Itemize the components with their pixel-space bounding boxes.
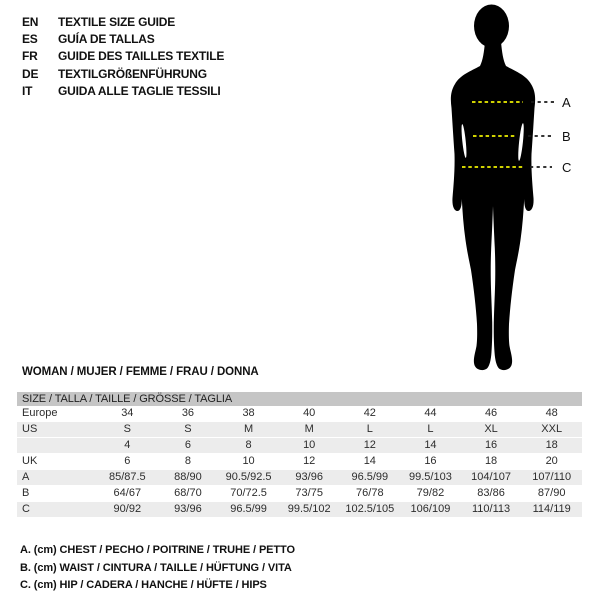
row-label: UK — [22, 455, 38, 467]
chest-marker-label: A — [562, 95, 571, 110]
row-label: US — [22, 423, 38, 435]
table-cell: L — [366, 423, 373, 435]
waist-marker-label: B — [562, 129, 571, 144]
table-cell: 96.5/99 — [351, 471, 389, 483]
row-label: C — [22, 503, 30, 515]
language-code: IT — [22, 84, 33, 99]
silhouette-head — [474, 5, 509, 48]
row-label: A — [22, 471, 30, 483]
table-cell: 106/109 — [410, 503, 451, 515]
table-cell: S — [184, 423, 192, 435]
table-cell: 104/107 — [471, 471, 511, 483]
table-cell: 90/92 — [113, 503, 142, 515]
table-cell: 68/70 — [174, 487, 202, 499]
table-cell: 88/90 — [174, 471, 202, 483]
table-cell: 40 — [303, 407, 316, 419]
table-cell: 46 — [484, 407, 498, 419]
language-item — [22, 30, 224, 47]
table-cell: 64/67 — [113, 487, 142, 499]
legend-line: C. (cm) HIP / CADERA / HANCHE / HÜFTE / HIPS — [20, 579, 267, 592]
table-cell: 4 — [124, 439, 131, 451]
table-cell: 90.5/92.5 — [225, 471, 272, 483]
woman-silhouette-figure — [390, 0, 600, 380]
language-code: EN — [22, 14, 39, 29]
language-item — [22, 65, 224, 82]
table-row — [17, 470, 582, 486]
table-cell: 110/113 — [471, 503, 511, 515]
table-cell: 6 — [124, 455, 131, 467]
language-code: DE — [22, 66, 39, 81]
language-label: GUÍA DE TALLAS — [58, 32, 155, 47]
language-label: GUIDA ALLE TAGLIE TESSILI — [58, 84, 221, 99]
table-cell: 14 — [363, 455, 376, 467]
table-cell: 93/96 — [174, 503, 202, 515]
silhouette-body — [451, 42, 535, 370]
language-item — [22, 83, 224, 100]
language-item — [22, 13, 224, 30]
row-label — [17, 438, 97, 453]
table-cell: 76/78 — [356, 487, 384, 499]
table-row — [17, 486, 582, 502]
section-title: WOMAN / MUJER / FEMME / FRAU / DONNA — [22, 366, 259, 378]
language-label: GUIDE DES TAILLES TEXTILE — [58, 49, 225, 64]
size-table-body — [17, 406, 582, 518]
table-cell: 10 — [242, 455, 255, 467]
table-cell: 87/90 — [537, 487, 566, 499]
table-cell: 99.5/103 — [409, 471, 452, 483]
table-cell: 85/87.5 — [108, 471, 146, 483]
table-cell: 36 — [181, 407, 195, 419]
table-cell: 12 — [303, 455, 316, 467]
table-row — [17, 438, 582, 454]
table-cell: 8 — [245, 439, 252, 451]
table-cell: 114/119 — [532, 503, 571, 515]
table-cell: 96.5/99 — [230, 503, 267, 515]
table-cell: 73/75 — [295, 487, 323, 499]
table-cell: 34 — [121, 407, 134, 419]
table-cell: 10 — [303, 439, 316, 451]
table-cell: 20 — [545, 455, 558, 467]
table-row — [17, 502, 582, 518]
table-cell: M — [304, 423, 314, 435]
language-code: FR — [22, 49, 38, 64]
table-cell: L — [427, 423, 434, 435]
table-cell: 16 — [484, 439, 498, 451]
table-row — [17, 454, 582, 470]
table-cell: 48 — [545, 407, 558, 419]
table-cell: 14 — [424, 439, 437, 451]
table-cell: 70/72.5 — [230, 487, 267, 499]
table-cell: 6 — [184, 439, 191, 451]
table-cell: 99.5/102 — [287, 503, 331, 515]
measurement-legend — [20, 542, 295, 595]
language-guide-list — [22, 13, 224, 100]
table-cell: 16 — [424, 455, 437, 467]
table-cell: S — [123, 423, 131, 435]
row-label: Europe — [22, 407, 58, 419]
language-code: ES — [22, 32, 38, 47]
table-cell: XL — [484, 423, 498, 435]
table-cell: 38 — [242, 407, 255, 419]
legend-line: A. (cm) CHEST / PECHO / POITRINE / TRUHE / PETTO — [20, 544, 295, 556]
hip-marker-label: C — [562, 160, 572, 175]
language-label: TEXTILE SIZE GUIDE — [58, 14, 176, 29]
table-cell: 93/96 — [295, 471, 323, 483]
language-label: TEXTILGRÖßENFÜHRUNG — [58, 66, 207, 81]
table-row — [17, 422, 582, 438]
table-cell: 102.5/105 — [345, 503, 395, 515]
table-cell: 83/86 — [477, 487, 505, 499]
table-cell: 42 — [363, 407, 376, 419]
language-item — [22, 48, 224, 65]
size-table-header: SIZE / TALLA / TAILLE / GRÖSSE / TAGLIA — [17, 392, 582, 406]
table-cell: 44 — [424, 407, 437, 419]
table-cell: 12 — [363, 439, 376, 451]
table-cell: 107/110 — [532, 471, 572, 483]
table-cell: 8 — [184, 455, 191, 467]
table-cell: 18 — [545, 439, 558, 451]
table-cell: 79/82 — [416, 487, 445, 499]
table-row — [17, 406, 582, 422]
row-label: B — [22, 487, 30, 499]
table-cell: 18 — [484, 455, 498, 467]
size-table — [17, 392, 582, 518]
table-cell: XXL — [541, 423, 563, 435]
legend-line: B. (cm) WAIST / CINTURA / TAILLE / HÜFTUNG / VITA — [20, 561, 292, 574]
table-cell: M — [243, 423, 254, 435]
